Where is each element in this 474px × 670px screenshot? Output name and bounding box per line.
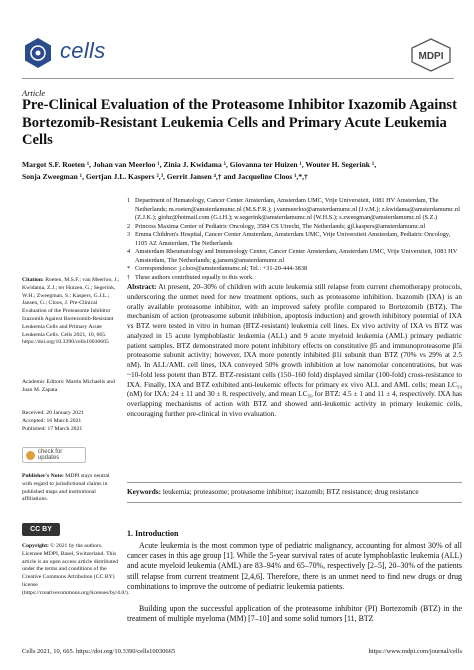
cc-license-badge[interactable]: CC BY — [22, 523, 60, 536]
article-type: Article — [22, 88, 46, 98]
cells-logo-icon — [22, 37, 54, 69]
affiliations — [127, 197, 462, 282]
intro-paragraph: Building upon the successful application of the proteasome inhibitor (PI) Bortezomib (BTZ) in the treatment of multiple myeloma (MM) [7–10] and some solid tumors [11, BTZ — [127, 604, 462, 624]
author-list — [22, 159, 462, 182]
update-icon — [26, 451, 35, 460]
history-dates — [22, 410, 120, 433]
header-divider — [22, 78, 454, 79]
intro-paragraph: Acute leukemia is the most common type of pediatric malignancy, accounting for almost 30% of all cancer cases in this age group [1]. While the 5-year survival rates of acute lymphoblastic leukemia (ALL) and acute myeloid leukemia (AML) are 83–94% and 65–70%, respectively [2–5], 20–30% of the patients still relapse from current treatment [2,4,6]. Therefore, there is an unmet need to find new drugs or drug combinations to improve the outcome of pediatric leukemia patients. — [127, 541, 462, 591]
journal-name: cells — [60, 38, 106, 63]
copyright-block: Copyright: © 2021 by the authors. Licensee MDPI, Basel, Switzerland. This article is an open access article distributed under the terms and conditions of the Creative Commons Attribution (CC BY) license (https://creativecommons.org/licenses/by/4.0/). — [22, 543, 130, 596]
affiliation-item: 4 Amsterdam Rheumatology and Immunology Center, Cancer Center Amsterdam, Amsterdam UMC, Vrije Universiteit, 1081 HV Amsterdam, The Netherlands; g.jansen@amsterdamumc.nl — [127, 248, 458, 264]
correspondence: * Correspondence: j.cloos@amsterdamumc.nl; Tel.: +31-20-444-3838 — [127, 265, 308, 272]
footer-journal-link[interactable]: https://www.mdpi.com/journal/cells — [368, 648, 462, 655]
section-heading: 1. Introduction — [127, 529, 179, 538]
author-line: Sonja Zweegman ¹, Gertjan J.L. Kaspers ²,³, Gerrit Jansen ⁴,† and Jacqueline Cloos ¹,*,† — [22, 171, 308, 181]
paper-title: Pre-Clinical Evaluation of the Proteasome Inhibitor Ixazomib Against Bortezomib-Resistant Leukemia Cells and Primary Acute Leukemia Cells — [22, 97, 457, 148]
abstract: Abstract: At present, 20–30% of children with acute leukemia still relapse from current chemotherapy protocols, underscoring the unmet need for new treatment options, such as proteasome inhibition. Ixazomib (IXA) is an orally available proteasome inhibitor, with an improved safety profile compared to Bortezomib (BTZ). The mechanism of action (proteasome subunit inhibition, apoptosis induction) and growth inhibitory potential of IXA vs BTZ were tested in vitro in human (BTZ-resistant) leukemia cell lines. Ex vivo activity of IXA vs BTZ was analyzed in 15 acute lymphoblastic leukemia (ALL) and 9 acute myeloid leukemia (AML) primary pediatric patient samples. BTZ demonstrated more potent inhibitory effects on constitutive β5 and immunoproteasome β5i proteasome subunit activity; however, IXA more potently inhibited β1i subunit than BTZ (70% vs 29% at 2.5 nM). In ALL/AML cell lines, IXA conveyed 50% growth inhibition at low nanomolar concentrations, but was ~10-fold less potent than BTZ. BTZ-resistant cells (150–160 fold) displayed similar (100-fold) cross-resistance to IXA. Finally, IXA and BTZ exhibited anti-leukemic effects for primary ex vivo ALL and AML cells; mean LC₅₀ (nM) for IXA: 24 ± 11 and 30 ± 8, respectively, and mean LC₅₀ for BTZ: 4.5 ± 1 and 11 ± 4, respectively. IXA has overlapping mechanisms of action with BTZ and showed anti-leukemic activity in primary leukemic cells, encouraging further pre-clinical in vivo evaluation. — [127, 282, 462, 418]
publisher-name: MDPI — [418, 51, 444, 62]
accepted-date: Accepted: 16 March 2021 — [22, 417, 82, 424]
published-date: Published: 17 March 2021 — [22, 425, 83, 432]
academic-editors: Academic Editors: Martin Michaelis and Juan M. Zapata — [22, 379, 115, 393]
keywords-divider — [127, 502, 462, 503]
equal-contribution-note: † These authors contributed equally to this work. — [127, 273, 254, 281]
abstract-divider — [127, 482, 462, 483]
publisher-note: Publisher's Note: MDPI stays neutral with regard to jurisdictional claims in published maps and institutional affiliations. — [22, 473, 110, 503]
author-line: Margot S.F. Roeten ¹, Johan van Meerloo ¹, Zinia J. Kwidama ¹, Giovanna ter Huizen ¹, Wouter H. Segerink ¹, — [22, 160, 377, 169]
affiliation-item: 3 Emma Children's Hospital, Cancer Center Amsterdam, Amsterdam UMC, Vrije Universiteit Amsterdam, Pediatric Oncology, 1105 AZ Amsterdam, The Netherlands — [127, 231, 451, 247]
affiliation-item: 2 Princess Maxima Center of Pediatric Oncology, 3584 CS Utrecht, The Netherlands; gjl.kaspers@amsterdamumc.nl — [127, 222, 426, 230]
citation-block: Citation: Roeten, M.S.F.; van Meerloo, J.; Kwidama, Z.J.; ter Huizen, G.; Segerink, W.H.; Zweegman, S.; Kaspers, G.J.L.; Jansen, G.; Cloos, J. Pre-Clinical Evaluation of the Proteasome Inhibitor Ixazomib Against Bortezomib-Resistant Leukemia Cells and Primary Acute Leukemia Cells. Cells 2021, 10, 665. https://doi.org/10.3390/cells10030665 — [22, 277, 120, 346]
mdpi-logo-icon — [410, 38, 452, 72]
affiliation-item: 1 Department of Hematology, Cancer Center Amsterdam, Amsterdam UMC, Vrije Universiteit, 1081 HV Amsterdam, The Netherlands; m.roeten@amsterdamumc.nl (M.S.F.R.); j.vanmeerloo@amsterdamumc.nl (J.v.M.); z.kwidama@amsterdamumc.nl (Z.J.K.); giohz@hotmail.com (G.t.H.); w.segerink@amsterdamumc.nl (W.H.S.); s.zweegman@amsterdamumc.nl (S.Z.) — [127, 197, 460, 221]
check-for-updates-button[interactable]: check for updates — [22, 447, 86, 463]
received-date: Received: 20 January 2021 — [22, 410, 84, 416]
keywords: Keywords: leukemia; proteasome; proteasome inhibitor; ixazomib; BTZ resistance; drug resistance — [127, 487, 419, 496]
footer-citation: Cells 2021, 10, 665. https://doi.org/10.3390/cells10030665 — [22, 648, 176, 655]
